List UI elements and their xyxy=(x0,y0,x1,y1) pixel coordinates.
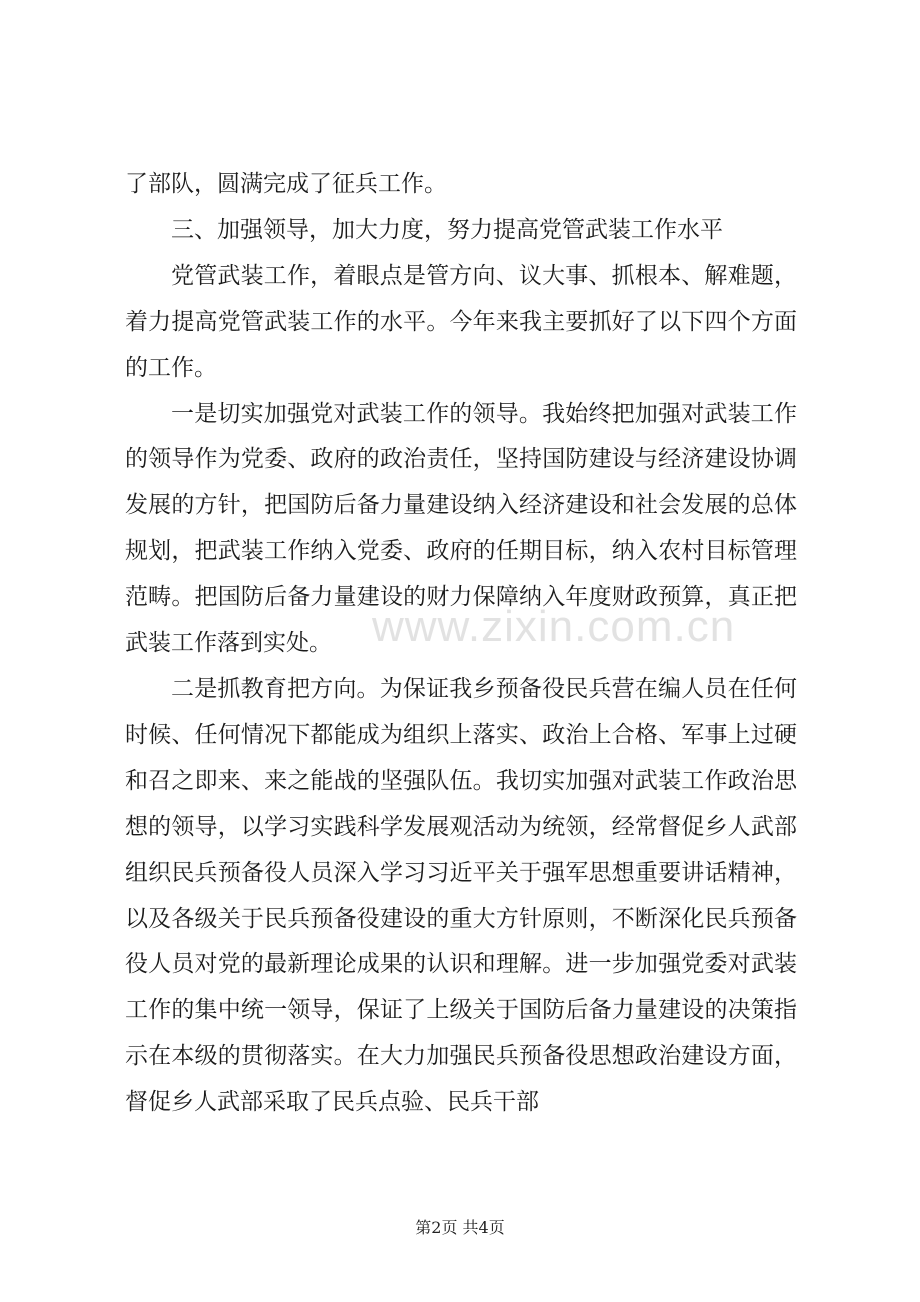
paragraph-4: 一是切实加强党对武装工作的领导。我始终把加强对武装工作的领导作为党委、政府的政治责任，坚持国防建设与经济建设协调发展的方针，把国防后备力量建设纳入经济建设和社会发展的总体规划，把武装工作纳入党委、政府的任期目标，纳入农村目标管理范畴。把国防后备力量建设的财力保障纳入年度财政预算，真正把武装工作落到实处。 xyxy=(125,400,797,657)
page-number-footer: 第2页 共4页 xyxy=(415,1218,505,1237)
paragraph-3: 党管武装工作，着眼点是管方向、议大事、抓根本、解难题，着力提高党管武装工作的水平。今年来我主要抓好了以下四个方面的工作。 xyxy=(125,262,797,381)
paragraph-1: 了部队，圆满完成了征兵工作。 xyxy=(125,171,447,197)
document-body xyxy=(125,162,797,1126)
paragraph-5: 二是抓教育把方向。为保证我乡预备役民兵营在编人员在任何时候、任何情况下都能成为组织上落实、政治上合格、军事上过硬和召之即来、来之能战的坚强队伍。我切实加强对武装工作政治思想的领导，以学习实践科学发展观活动为统领，经常督促乡人武部组织民兵预备役人员深入学习习近平关于强军思想重要讲话精神，以及各级关于民兵预备役建设的重大方针原则，不断深化民兵预备役人员对党的最新理论成果的认识和理解。进一步加强党委对武装工作的集中统一领导，保证了上级关于国防后备力量建设的决策指示在本级的贯彻落实。在大力加强民兵预备役思想政治建设方面，督促乡人武部采取了民兵点验、民兵干部 xyxy=(125,675,797,1116)
watermark: www.zixin.com.cn xyxy=(372,602,736,651)
section-heading: 三、加强领导，加大力度，努力提高党管武装工作水平 xyxy=(171,216,723,243)
